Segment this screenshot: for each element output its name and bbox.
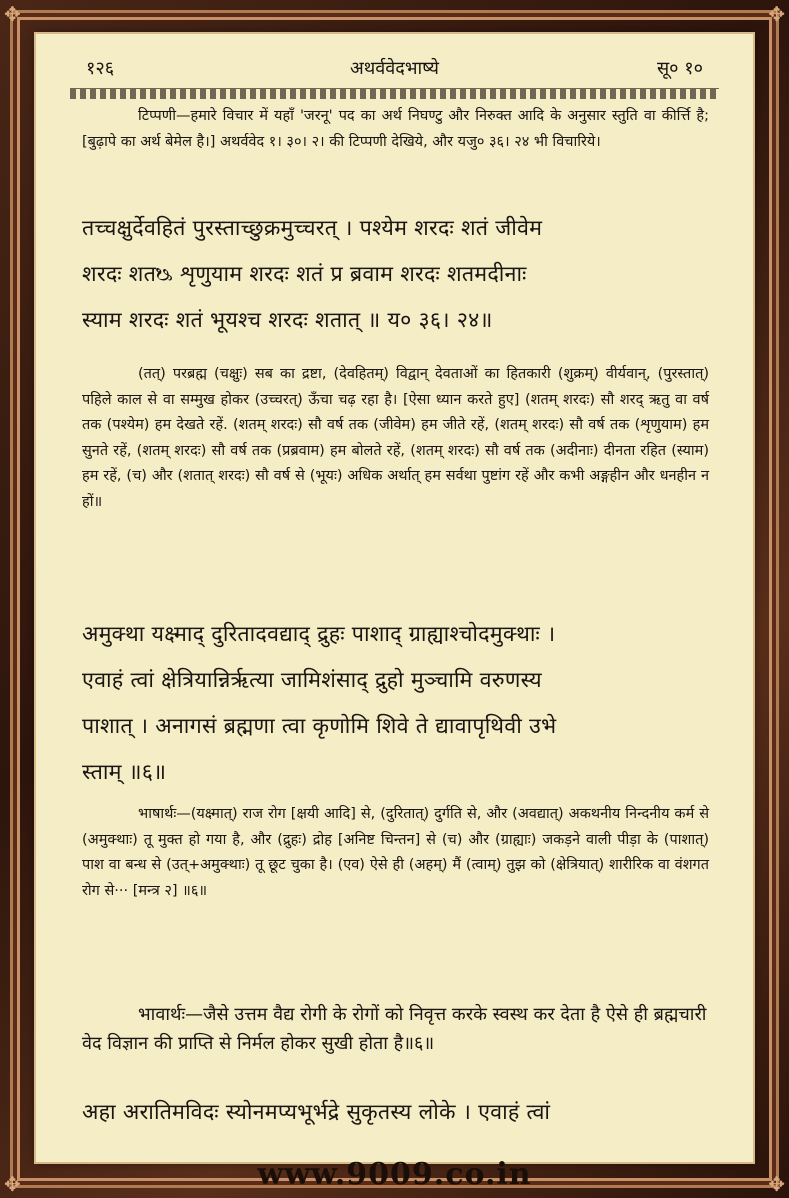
meaning-paragraph: (तत्) परब्रह्म (चक्षुः) सब का द्रष्टा, (देवहितम्) विद्वान् देवताओं का हितकारी (शुक्रम्) वीर्यवान्, (पुरस्तात्) पहिले काल से वा सम्मुख होकर (उच्चरत्) ऊँचा चढ़ रहा है। [ऐसा ध्यान करते हुए] (शतम् शरदः) सौ शरद् ऋतु वा वर्ष तक (पश्येम) हम देखते रहें. (शतम् शरदः) सौ वर्ष तक (जीवेम) हम जीते रहें, (शतम् शरदः) सौ वर्ष तक (शृणुयाम) हम सुनते रहें, (शतम् शरदः) सौ वर्ष तक (प्रब्रवाम) हम बोलते रहें, (शतम् शरदः) सौ वर्ष तक (अदीनाः) दीनता रहित (स्याम) हम रहें, (च) और (शतात् शरदः) सौ वर्ष से (भूयः) अधिक अर्थात् हम सर्वथा पुष्टांग रहें और कभी अङ्गहीन और धनहीन न हों॥ xyxy=(82,366,709,510)
bhavartha-paragraph: भावार्थः—जैसे उत्तम वैद्य रोगी के रोगों को निवृत्त करके स्वस्थ कर देता है ऐसे ही ब्रह्मचारी वेद विज्ञान की प्राप्ति से निर्मल होकर सुखी होता है॥६॥ xyxy=(82,1004,707,1054)
bhashartha-paragraph: भाषार्थः—(यक्ष्मात्) राज रोग [क्षयी आदि] से, (दुरितात्) दुर्गति से, और (अवद्यात्) अकथनीय निन्दनीय कर्म से (अमुक्थाः) तू मुक्त हो गया है, और (द्रुहः) द्रोह [अनिष्ट चिन्तन] से (च) और (ग्राह्याः) जकड़ने वाली पीड़ा के (पाशात्) पाश वा बन्ध से (उत्+अमुक्थाः) तू छूट चुका है। (एव) ऐसे ही (अहम्) मैं (त्वाम्) तुझ को (क्षेत्रियात्) शारीरिक वा वंशगत रोग से··· [मन्त्र २] ॥६॥ xyxy=(82,806,709,899)
mantra-line: पाशात् । अनागसं ब्रह्मणा त्वा कृणोमि शिवे ते द्यावापृथिवी उभे xyxy=(82,714,557,739)
ornamental-rule xyxy=(70,88,719,99)
mantra-line: एवाहं त्वां क्षेत्रियान्निर्ऋत्या जामिशंसाद् द्रुहो मुञ्चामि वरुणस्य xyxy=(82,668,542,693)
mantra-line: स्याम शरदः शतं भूयश्च शरदः शतात् ॥ य० ३६। २४॥ xyxy=(82,308,493,333)
website-url[interactable]: www.9009.co.in xyxy=(257,1157,532,1192)
scripture-page xyxy=(36,34,753,1162)
sukta-label: सू० १० xyxy=(657,58,703,79)
book-title: अथर्ववेदभाष्ये xyxy=(350,58,439,79)
mantra-2 xyxy=(82,612,709,796)
mantra-line: स्ताम् ॥६॥ xyxy=(82,760,167,785)
mantra-line: अमुक्था यक्ष्माद् दुरितादवद्याद् द्रुहः पाशाद् ग्राह्याश्चोदमुक्थाः । xyxy=(82,622,556,647)
mantra-line: तच्चक्षुर्देवहितं पुरस्ताच्छुक्रमुच्चरत् । पश्येम शरदः शतं जीवेम xyxy=(82,216,543,241)
page-number: १२६ xyxy=(86,58,115,79)
mantra-line: शरदः शतᳬ शृणुयाम शरदः शतं प्र ब्रवाम शरदः शतमदीनाः xyxy=(82,262,527,287)
corner-ornament-icon: ✥ xyxy=(768,1172,785,1196)
corner-ornament-icon: ✥ xyxy=(4,1172,21,1196)
mantra-1 xyxy=(82,206,709,344)
mantra-3: अहा अरातिमविदः स्योनमप्यभूर्भद्रे सुकृतस्य लोके । एवाहं त्वां xyxy=(82,1100,551,1125)
corner-ornament-icon: ✥ xyxy=(4,2,21,26)
tippani-note: टिप्पणी—हमारे विचार में यहाँ 'जरनू' पद का अर्थ निघण्टु और निरुक्त आदि के अनुसार स्तुति वा कीर्त्ति है; [बुढ़ापे का अर्थ बेमेल है।] अथर्ववेद १। ३०। २। की टिप्पणी देखिये, और यजु० ३६। २४ भी विचारिये। xyxy=(82,108,709,150)
corner-ornament-icon: ✥ xyxy=(768,2,785,26)
page-header xyxy=(86,56,703,86)
